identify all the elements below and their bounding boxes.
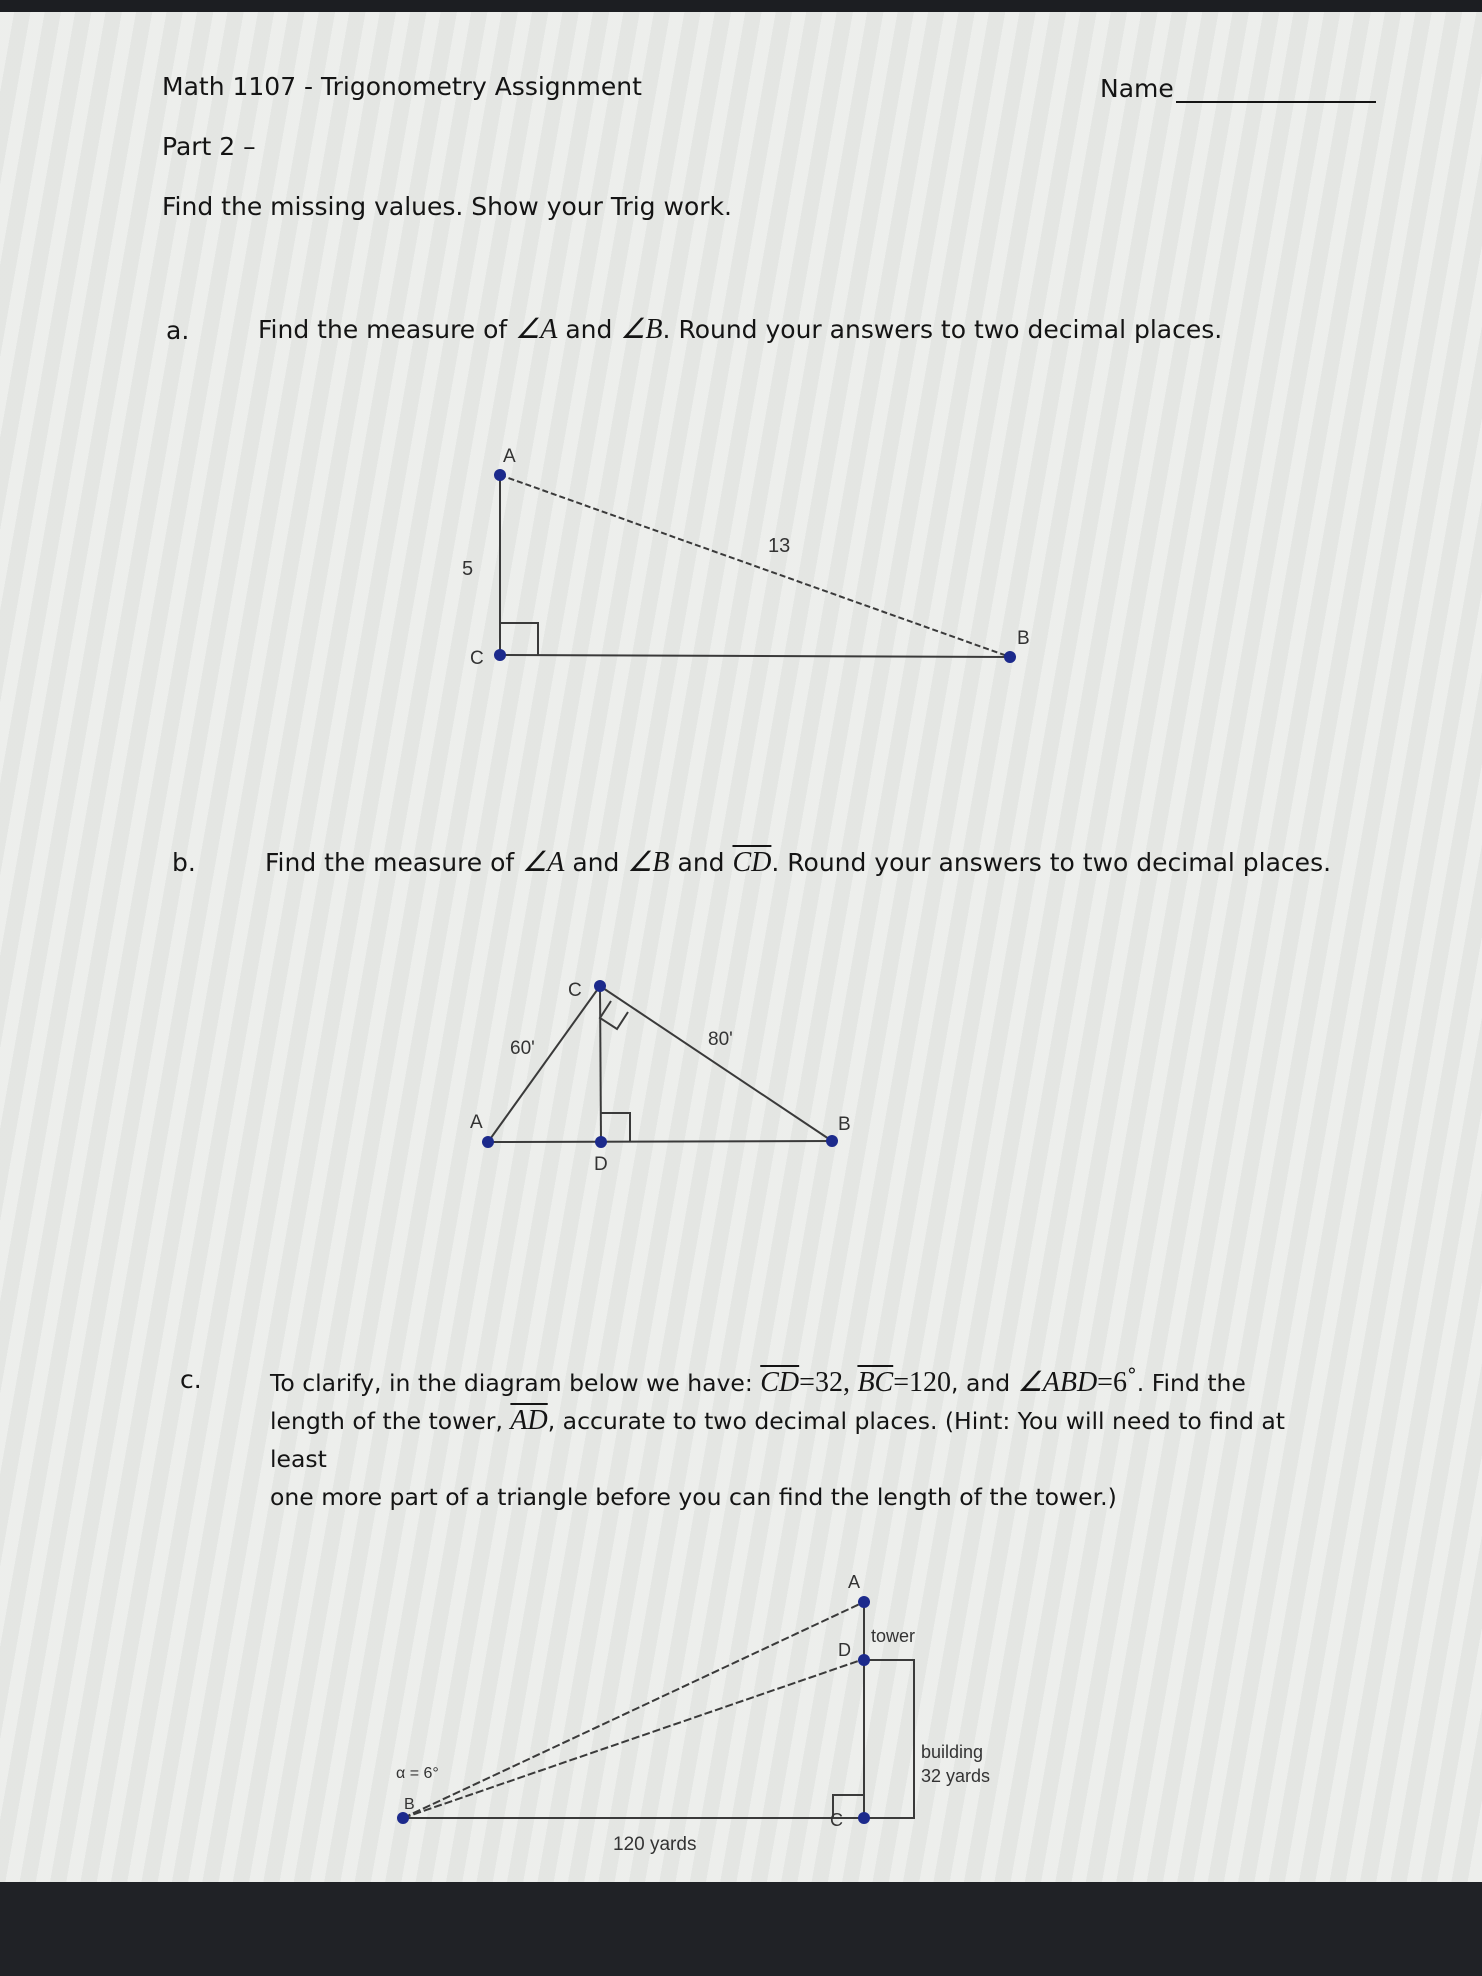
problem-c-line-2 [270,1402,1320,1478]
diagram-c-label-b: B [404,1796,415,1813]
diagram-c-base-length: 120 yards [613,1834,697,1855]
diagram-b-altitude-cd [600,986,601,1142]
diagram-b-right-angle-mark-c [600,1001,628,1029]
diagram-c-label-d: D [838,1640,851,1660]
problem-c-segment-ad: $\overline{AD}$ [510,1404,548,1436]
diagram-c-angle-alpha: α = 6° [396,1765,439,1782]
problem-c-line-3: one more part of a triangle before you can find the length of the tower.) [270,1482,1117,1511]
problem-a-text-3: . Round your answers to two decimal places. [662,315,1223,344]
diagram-b-label-c: C [568,980,582,1001]
diagram-c-tower-label: tower [871,1626,916,1646]
problem-c-text-5: , accurate to two decimal places. (Hint: You will need to find at least [270,1406,1285,1473]
diagram-a-side-cb [500,655,1010,657]
problem-a-angle-a: ∠A [515,314,558,345]
diagram-b-point-a [482,1136,494,1148]
problem-c-text-4: length of the tower, [270,1406,511,1435]
diagram-c-point-d [858,1654,870,1666]
assignment-title: Math 1107 - Trigonometry Assignment [162,72,642,101]
diagram-b-side-ac [488,986,600,1142]
diagram-b-side-ab [488,1141,832,1142]
diagram-c-line-ba [403,1602,864,1818]
diagram-a-side-ab-length: 13 [768,535,791,557]
problem-c-segment-cd: $\overline{CD}$ [760,1366,800,1398]
diagram-c-label-c: C [830,1810,843,1830]
problem-a-text-2: and [557,315,621,344]
problem-b-letter: b. [172,848,196,877]
problem-c-angle-value: =6 [1097,1366,1127,1398]
diagram-c-building [864,1660,914,1818]
diagram-b-side-ac-length: 60' [510,1038,535,1059]
problem-c-text-2: , and [951,1368,1018,1397]
problem-a-letter: a. [166,316,190,345]
problem-c-text-3: . Find the [1136,1368,1246,1397]
diagram-b-label-d: D [594,1154,608,1175]
problem-a-angle-b: ∠B [620,314,663,345]
diagram-a-point-b [1004,651,1016,663]
problem-b-angle-a: ∠A [522,847,565,878]
diagram-a-label-b: B [1017,628,1030,649]
diagram-b-side-cb-length: 80' [708,1029,733,1050]
diagram-a-side-ac-length: 5 [462,558,474,580]
problem-c-cd-value: =32, [799,1366,850,1398]
problem-b-text [265,845,1331,879]
diagram-a-point-c [494,649,506,661]
problem-c-text [270,1357,1320,1516]
diagram-c-point-a [858,1596,870,1608]
diagram-b-point-c [594,980,606,992]
diagram-a [462,446,1030,669]
problem-c-letter: c. [180,1365,202,1394]
diagram-b-label-a: A [470,1112,483,1133]
problem-b-text-4: . Round your answers to two decimal places. [771,848,1332,877]
problem-c-line-1 [270,1357,1320,1402]
diagram-c [396,1572,990,1855]
diagram-c-label-a: A [848,1572,861,1592]
diagram-b-side-cb [600,986,832,1141]
diagram-c-building-label: building [921,1742,984,1762]
diagram-c-building-height: 32 yards [921,1766,991,1786]
problem-b-text-3: and [669,848,733,877]
diagram-b-label-b: B [838,1114,851,1135]
diagram-c-point-c [858,1812,870,1824]
diagram-a-label-a: A [503,446,516,467]
instructions: Find the missing values. Show your Trig work. [162,192,732,221]
diagram-c-point-b [397,1812,409,1824]
part-heading: Part 2 – [162,132,256,161]
problem-c-bc-value: =120 [893,1366,952,1398]
problem-c-text-1: To clarify, in the diagram below we have: [270,1368,761,1397]
diagram-b [470,980,851,1175]
diagram-b-point-b [826,1135,838,1147]
problem-c-angle-abd: ∠ABD [1017,1366,1098,1398]
diagram-a-label-c: C [470,648,484,669]
diagram-b-right-angle-mark-d [601,1113,630,1142]
diagram-a-side-ab [500,475,1010,657]
diagram-b-point-d [595,1136,607,1148]
problem-b-angle-b: ∠B [627,847,670,878]
problem-a-text-1: Find the measure of [258,315,516,344]
diagram-a-point-a [494,469,506,481]
diagram-c-line-bd [403,1659,864,1818]
diagram-a-right-angle-mark [500,623,538,655]
problem-c-degree-sign: ° [1126,1364,1137,1387]
name-label: Name [1100,74,1174,103]
problem-b-segment-cd: $\overline{CD}$ [732,847,772,878]
problem-b-text-2: and [564,848,628,877]
problem-b-text-1: Find the measure of [265,848,523,877]
problem-c-segment-bc: $\overline{BC}$ [857,1366,894,1398]
